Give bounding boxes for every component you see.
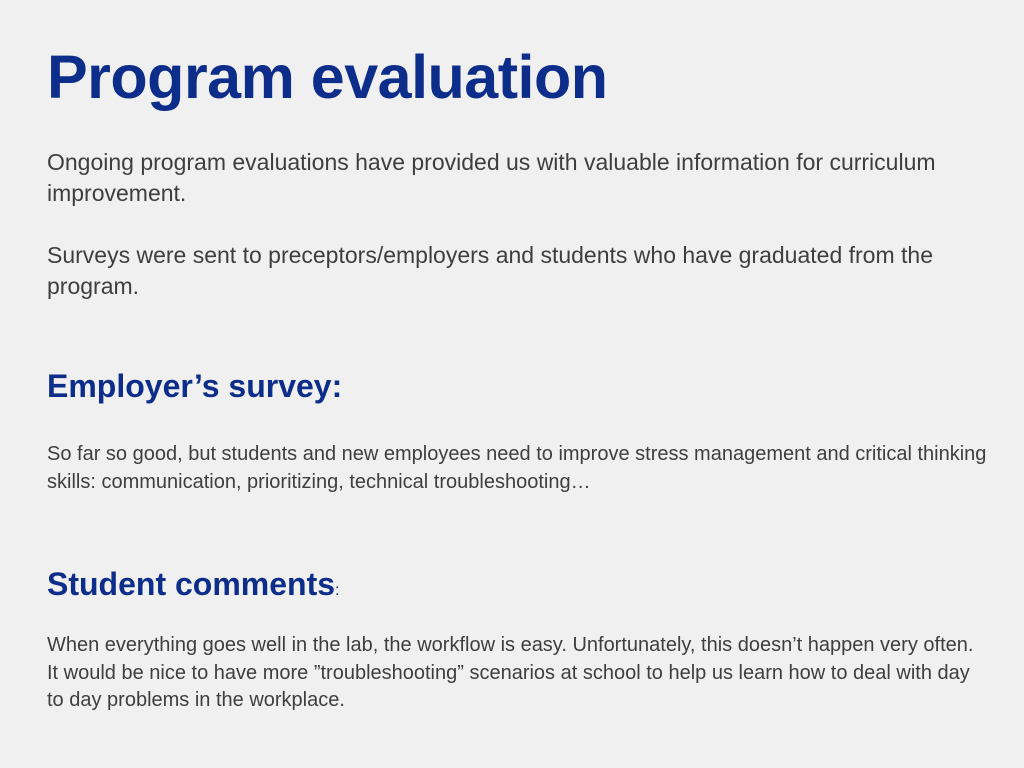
student-comments-text: When everything goes well in the lab, the workflow is easy. Unfortunately, this doesn’t happen very often. It would be nice to have more ”troubleshooting” scenarios at school to help us learn how to deal with day to day problems in the workplace.: [47, 634, 974, 711]
employer-survey-heading: Employer’s survey:: [47, 368, 343, 404]
slide-title: Program evaluation: [47, 43, 608, 111]
intro-paragraph-evaluations: Ongoing program evaluations have provided us with valuable information for curriculum improvement.: [47, 149, 936, 206]
employer-survey-text: So far so good, but students and new employees need to improve stress management and critical thinking skills: communication, prioritizing, technical troubleshooting…: [47, 443, 987, 493]
student-comments-heading: [47, 564, 339, 611]
intro-paragraph-surveys: Surveys were sent to preceptors/employers and students who have graduated from the program.: [47, 242, 933, 299]
student-comments-heading-label: Student comments: [47, 566, 336, 602]
student-comments-heading-colon: :: [335, 582, 340, 599]
